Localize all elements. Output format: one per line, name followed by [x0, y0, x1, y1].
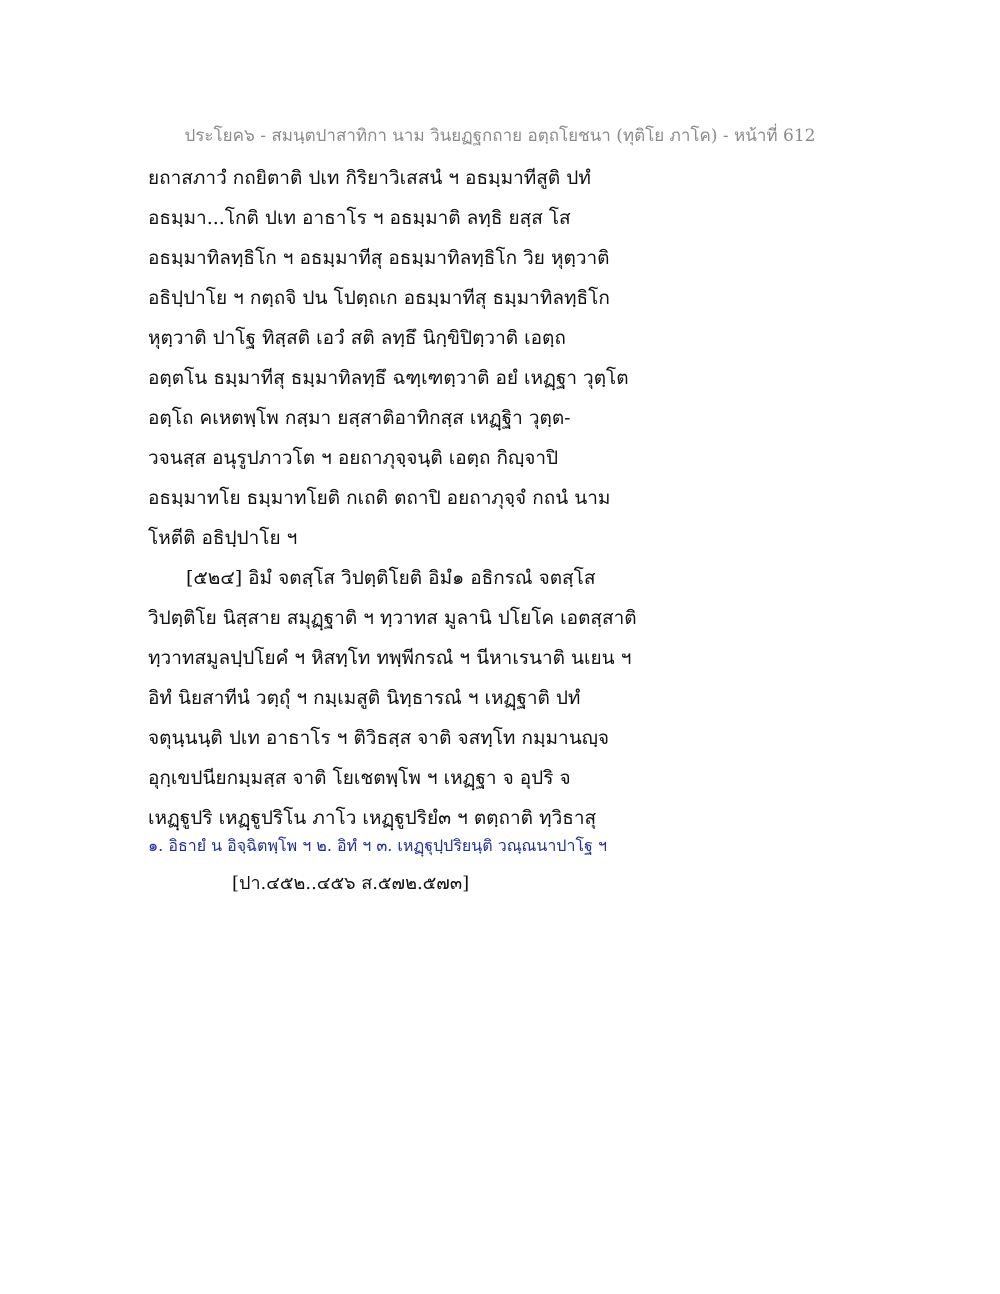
- body-line: จตุนฺนนฺติ ปเท อาธาโร ฯ ติวิธสฺส จาติ จสทฺโท กมฺมานญฺจ: [148, 727, 610, 749]
- body-line: อธมฺมาทิลทฺธิโก ฯ อธมฺมาทีสุ อธมฺมาทิลทฺธิโก วิย หุตฺวาติ: [148, 247, 610, 269]
- body-line: อตฺตโน ธมฺมาทีสุ ธมฺมาทิลทฺธึ ฉฑฺเฑตฺวาติ อยํ เหฏฺฐา วุตฺโต: [148, 367, 629, 389]
- page-reference: [ปา.๔๕๒..๔๕๖ ส.๕๗๒.๕๗๓]: [232, 873, 470, 894]
- body-line: อธมฺมาทโย ธมฺมาทโยติ กเถติ ตถาปิ อยถาภุจฺจํ กถนํ นาม: [148, 487, 611, 509]
- body-line: เหฏฺฐูปริ เหฏฺฐูปริโน ภาโว เหฏฺฐูปริยํ๓ ฯ ตตฺถาติ ทฺวิธาสุ: [148, 807, 597, 829]
- paragraph-start-line: [๕๒๔] อิมํ จตสฺโส วิปตฺติโยติ อิมํ๑ อธิกรณํ จตสฺโส: [186, 567, 596, 589]
- body-line: อตฺโถ คเหตพฺโพ กสฺมา ยสฺสาติอาทิกสฺส เหฏฺฐิา วุตฺต-: [148, 407, 571, 429]
- body-line: วจนสฺส อนุรูปภาวโต ฯ อยถาภุจฺจนฺติ เอตฺถ กิญฺจาปิ: [148, 447, 559, 469]
- body-line: ทฺวาทสมูลปฺปโยคํ ฯ หิสทฺโท ทพฺพีกรณํ ฯ นีหาเรนาติ นเยน ฯ: [148, 647, 632, 669]
- body-line: อิทํ นิยสาทีนํ วตฺถุํ ฯ กมฺเมสูติ นิทฺธารณํ ฯ เหฏฺฐาติ ปทํ: [148, 687, 581, 709]
- page-header: ประโยค๖ - สมนฺตปาสาทิกา นาม วินยฏฐกถาย อตฺถโยชนา (ทุติโย ภาโค) - หน้าที่ 612: [184, 126, 816, 146]
- body-line: โหตีติ อธิปฺปาโย ฯ: [148, 527, 298, 549]
- body-line: อุกฺเขปนียกมฺมสฺส จาติ โยเชตพฺโพ ฯ เหฏฺฐา จ อุปริ จ: [148, 767, 571, 789]
- body-line: อธมฺมา...โกติ ปเท อาธาโร ฯ อธมฺมาติ ลทฺธิ ยสฺส โส: [148, 207, 571, 229]
- body-line: หุตฺวาติ ปาโฐ ทิสฺสติ เอวํ สติ ลทฺธึ นิกฺขิปิตฺวาติ เอตฺถ: [148, 327, 566, 349]
- footnote: ๑. อิธายํ น อิจฺฉิตพฺโพ ฯ ๒. อิทํ ฯ ๓. เหฏฺฐุปฺปริยนฺติ วณฺณนาปาโฐ ฯ: [148, 836, 607, 855]
- body-text: [148, 158, 868, 838]
- body-line: อธิปฺปาโย ฯ กตฺถจิ ปน โปตฺถเก อธมฺมาทีสุ ธมฺมาทิลทฺธิโก: [148, 287, 610, 309]
- body-line: วิปตฺติโย นิสฺสาย สมุฏฺฐาติ ฯ ทฺวาทส มูลานิ ปโยโค เอตสฺสาติ: [148, 607, 637, 629]
- body-line: ยถาสภาวํ กถยิตาติ ปเท กิริยาวิเสสนํ ฯ อธมฺมาทีสูติ ปทํ: [148, 167, 591, 189]
